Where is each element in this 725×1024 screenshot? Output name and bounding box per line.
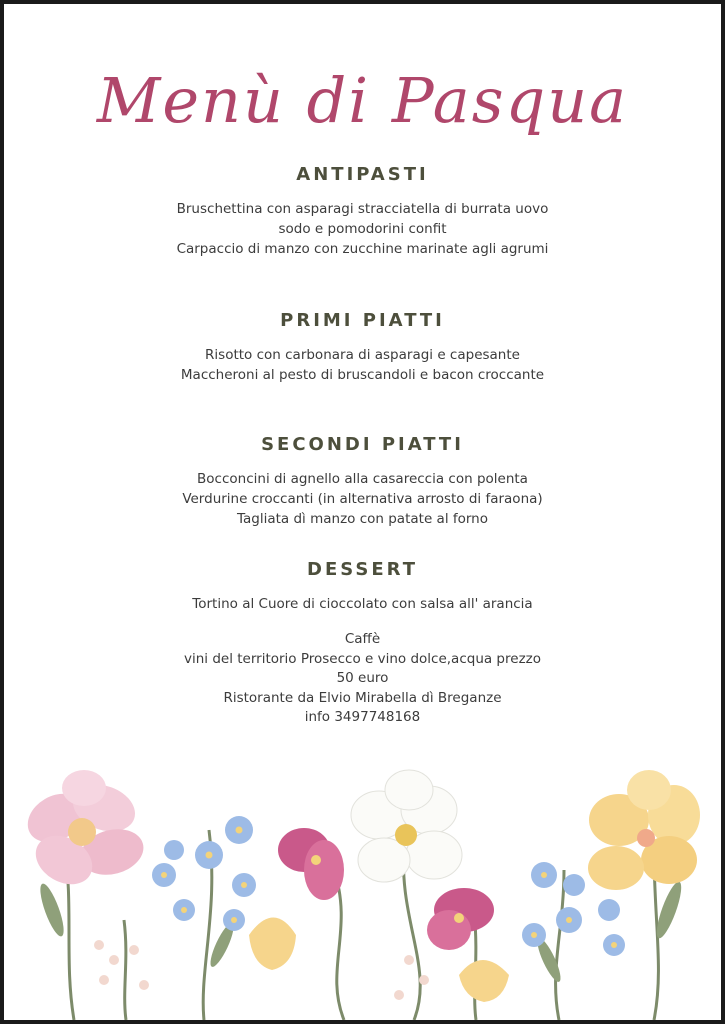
white-flower-icon — [351, 770, 462, 882]
section-secondi-piatti — [4, 434, 721, 529]
footer-line: vini del territorio Prosecco e vino dolce,acqua prezzo — [183, 650, 541, 667]
section-heading: DESSERT — [307, 559, 418, 580]
yellow-flower-icon — [588, 770, 700, 890]
leaves — [36, 879, 686, 984]
menu-footer — [4, 630, 721, 728]
footer-line: Ristorante da Elvio Mirabella dì Breganze — [223, 689, 502, 706]
dish-line: sodo e pomodorini confit — [278, 221, 447, 237]
dish-line: Carpaccio di manzo con zucchine marinate agli agrumi — [176, 241, 549, 257]
dish-line: Bruschettina con asparagi stracciatella di burrata uovo — [176, 201, 549, 217]
dish-line: Verdurine croccanti (in alternativa arrosto di faraona) — [182, 491, 543, 507]
dish-line: Tortino al Cuore di cioccolato con salsa all' arancia — [192, 596, 533, 612]
footer-line: info 3497748168 — [304, 709, 421, 725]
section-heading: SECONDI PIATTI — [261, 434, 464, 455]
dish-line: Tagliata dì manzo con patate al forno — [237, 511, 488, 527]
section-primi-piatti — [4, 310, 721, 385]
blue-flower-icon — [152, 816, 256, 931]
flower-illustration — [4, 760, 721, 1020]
dish-line: Risotto con carbonara di asparagi e capesante — [205, 347, 520, 363]
dish-line: Bocconcini di agnello alla casareccia con polenta — [197, 471, 528, 487]
pink-flower-icon — [19, 770, 149, 894]
footer-line: 50 euro — [336, 670, 389, 686]
section-heading: PRIMI PIATTI — [280, 310, 445, 331]
section-dessert — [4, 559, 721, 614]
dish-line: Maccheroni al pesto di bruscandoli e bacon croccante — [180, 367, 545, 383]
section-heading: ANTIPASTI — [296, 164, 429, 185]
menu-title: Menù di Pasqua — [96, 64, 629, 137]
footer-line: Caffè — [344, 631, 381, 647]
section-antipasti — [4, 164, 721, 259]
